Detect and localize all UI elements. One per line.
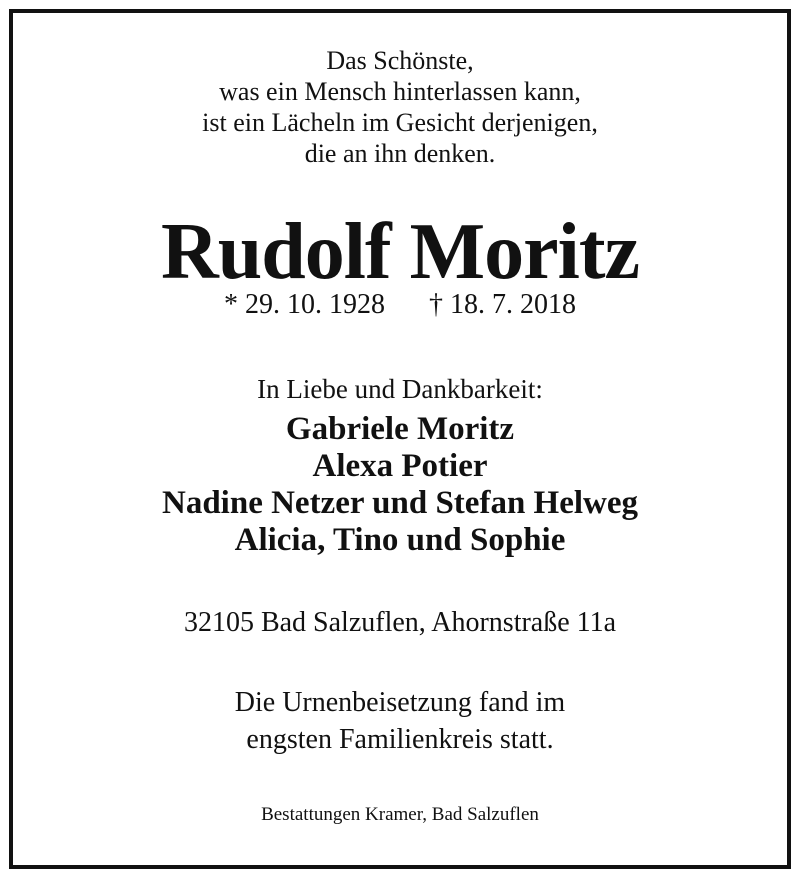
quote-line-2: was ein Mensch hinterlassen kann, (219, 77, 581, 106)
birth-date: * 29. 10. 1928 (224, 289, 385, 320)
mourner-name: Alicia, Tino und Sophie (234, 522, 566, 558)
burial-note-line-1: Die Urnenbeisetzung fand im (234, 687, 566, 718)
mourner-name: Alexa Potier (312, 448, 488, 484)
mourner-name: Nadine Netzer und Stefan Helweg (161, 485, 639, 521)
memorial-quote (0, 45, 800, 169)
life-dates (0, 285, 800, 325)
family-address: 32105 Bad Salzuflen, Ahornstraße 11a (183, 607, 617, 638)
burial-note (0, 684, 800, 758)
deceased-name: Rudolf Moritz (160, 208, 639, 296)
quote-line-3: ist ein Lächeln im Gesicht derjenigen, (202, 108, 598, 137)
burial-note-line-2: engsten Familienkreis statt. (246, 724, 554, 755)
death-date: † 18. 7. 2018 (429, 289, 576, 320)
undertaker-credit: Bestattungen Kramer, Bad Salzuflen (261, 804, 539, 825)
mourner-name: Gabriele Moritz (285, 411, 515, 447)
quote-line-4: die an ihn denken. (304, 139, 496, 168)
mourners-list (0, 411, 800, 559)
mourners-intro: In Liebe und Dankbarkeit: (257, 374, 543, 404)
quote-line-1: Das Schönste, (326, 46, 474, 75)
